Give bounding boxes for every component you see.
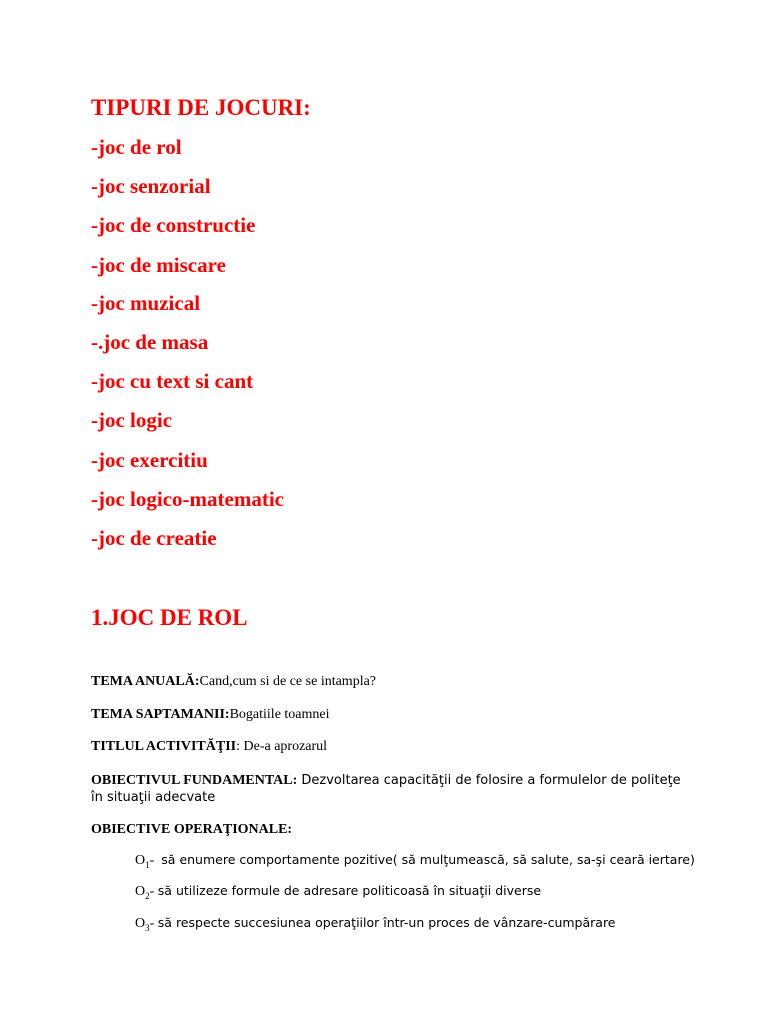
game-type-item: -joc de miscare xyxy=(91,253,226,277)
titlul-activitatii-row xyxy=(91,738,327,755)
objective-code: O xyxy=(135,916,146,931)
tema-anuala-row xyxy=(91,673,376,690)
titlul-activitatii-label: TITLUL ACTIVITĂŢII xyxy=(91,739,237,754)
tema-saptamanii-value: Bogatiile toamnei xyxy=(229,707,330,722)
obiectivul-fundamental-value: Dezvoltarea capacităţii de folosire a formulelor de politeţe xyxy=(297,773,681,788)
objective-text: să utilizeze formule de adresare politicoasă în situaţii diverse xyxy=(157,883,542,898)
objective-text: să enumere comportamente pozitive( să mulţumească, să salute, sa-şi ceară iertare) xyxy=(161,852,695,867)
titlul-activitatii-value: : De-a aprozarul xyxy=(236,739,328,754)
obiective-operationale-heading: OBIECTIVE OPERAŢIONALE: xyxy=(91,822,293,837)
game-type-item: -joc logic xyxy=(91,408,173,432)
objective-dash: - xyxy=(149,916,158,931)
objective-index: 2 xyxy=(145,890,150,901)
section-title: 1.JOC DE ROL xyxy=(91,605,248,630)
game-type-item: -joc exercitiu xyxy=(91,448,208,472)
obiective-operationale-label xyxy=(91,821,292,838)
tema-saptamanii-label: TEMA SAPTAMANII: xyxy=(91,707,230,722)
game-type-item: -.joc de masa xyxy=(91,330,209,354)
tema-anuala-value: Cand,cum si de ce se intampla? xyxy=(199,674,377,689)
game-type-item: -joc de rol xyxy=(91,135,182,159)
objective-item xyxy=(135,914,616,937)
game-type-item: -joc de creatie xyxy=(91,526,217,550)
game-type-item: -joc de constructie xyxy=(91,213,256,237)
page-title: TIPURI DE JOCURI: xyxy=(91,95,311,120)
obiectivul-fundamental xyxy=(91,772,711,806)
objective-item xyxy=(135,851,695,874)
game-type-item: -joc senzorial xyxy=(91,174,211,198)
objective-code: O xyxy=(135,853,146,868)
game-type-item: -joc muzical xyxy=(91,291,201,315)
game-type-item: -joc cu text si cant xyxy=(91,369,254,393)
objective-item xyxy=(135,882,541,905)
obiectivul-fundamental-label: OBIECTIVUL FUNDAMENTAL: xyxy=(91,773,298,788)
tema-saptamanii-row xyxy=(91,706,330,723)
objective-text: să respecte succesiunea operaţiilor într-un proces de vânzare-cumpărare xyxy=(157,915,616,930)
tema-anuala-label: TEMA ANUALĂ: xyxy=(91,674,200,689)
objective-index: 3 xyxy=(145,922,150,933)
objective-dash: - xyxy=(149,853,162,868)
objective-dash: - xyxy=(149,884,158,899)
obiectivul-fundamental-value-cont: în situaţii adecvate xyxy=(91,790,216,805)
objective-code: O xyxy=(135,884,146,899)
objective-index: 1 xyxy=(145,859,150,870)
game-type-item: -joc logico-matematic xyxy=(91,487,284,511)
